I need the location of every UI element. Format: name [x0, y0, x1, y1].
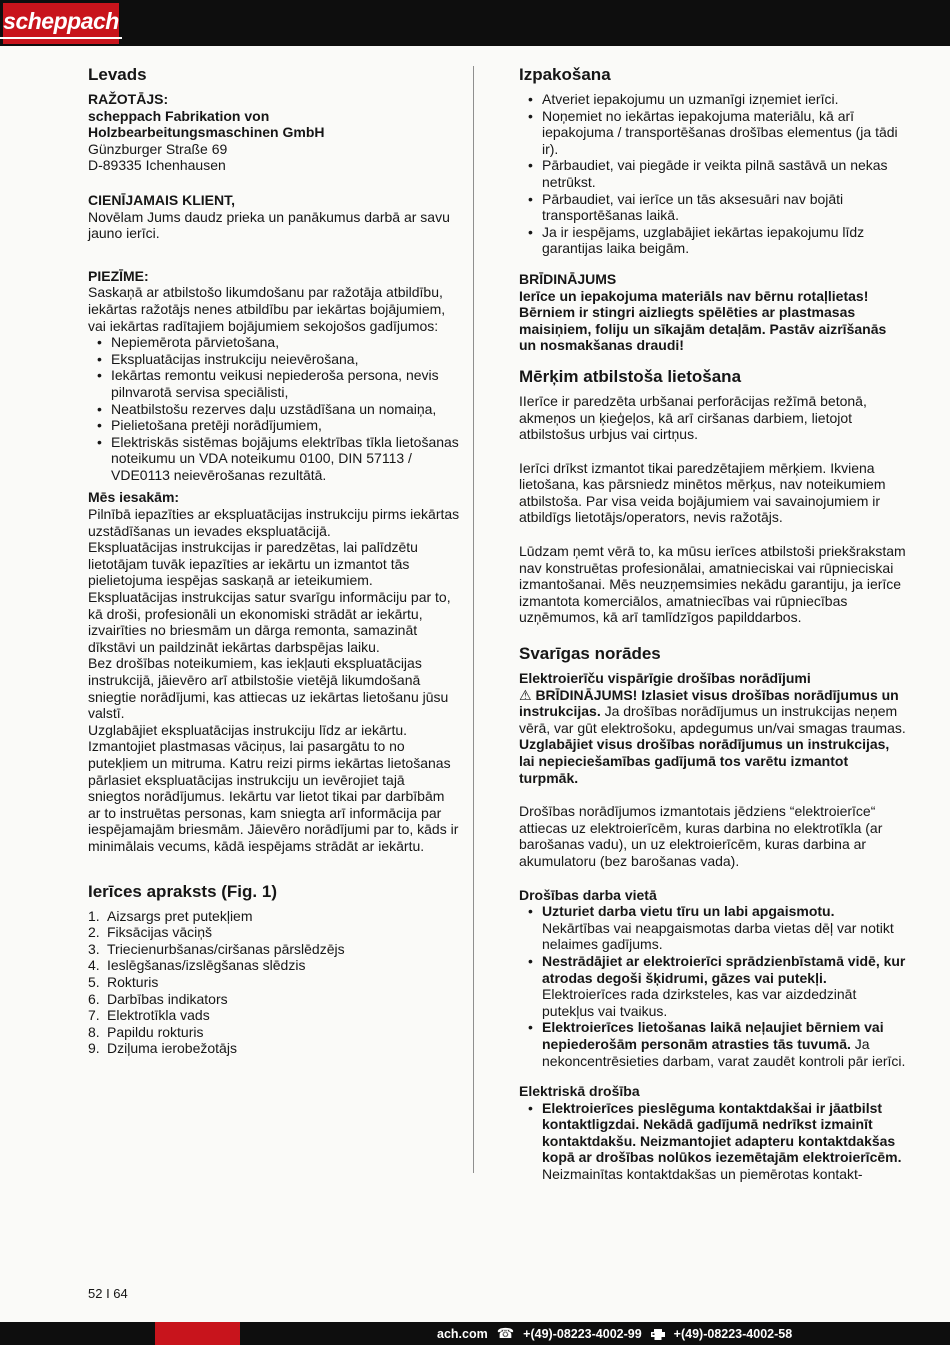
bullet-icon: • [528, 157, 533, 174]
list-item [88, 401, 460, 418]
text-run: Saskaņā ar atbilstošo likumdošanu par ražotāja atbildību, iekārtas ražotājs nenes atbildību par iekārtas bojājumiem, vai iekārtas radītajiem bojājumiem sekojošos gadījumos: [88, 284, 446, 334]
right-column [519, 64, 906, 1183]
list-item [88, 434, 460, 484]
item-number: 3. [88, 940, 100, 957]
bullet-icon: • [528, 107, 533, 124]
item-text: Triecienurbšanas/ciršanas pārslēdzējs [107, 940, 345, 957]
item-number: 8. [88, 1023, 100, 1040]
text-line: D-89335 Ichenhausen [88, 157, 226, 174]
list-item-text [542, 1019, 905, 1068]
text-run: Lūdzam ņemt vērā to, ka mūsu ierīces atbilstoši priekšrakstam nav konstruētas profesionālai, amatnieciskai vai rūpnieciskai izmantošanai. Mēs neuzņemsimies nekādu garantiju, ja ierīce izmantota komerciālos, amatniecības vai rūpniecības uzņēmumos, kā arī tamlīdzīgos papilddarbos. [519, 543, 906, 626]
bold-text: Uzglabājiet visus drošības norādījumus un instrukcijas, lai nepieciešamības gadījumā tos varētu izmantot turpmāk. [519, 736, 890, 786]
spacer [519, 443, 906, 460]
header-bar [0, 0, 950, 46]
item-number: 2. [88, 924, 100, 941]
text-run: Atveriet iepakojumu un uzmanīgi izņemiet ierīci. [542, 91, 839, 107]
text-line: Günzburger Straße 69 [88, 140, 228, 157]
item-number: 4. [88, 957, 100, 974]
item-text: Fiksācijas vāciņš [107, 924, 213, 941]
text-run: Nekārtības vai neapgaismotas darba vietas dēļ var notikt nelaimes gadījums. [542, 919, 894, 953]
bullet-list [519, 903, 906, 1069]
numbered-item [88, 1040, 460, 1057]
list-item-text [111, 417, 322, 433]
section-heading: Levads [88, 65, 147, 84]
item-number: 1. [88, 907, 100, 924]
text-run: Uzglabājiet ekspluatācijas instrukciju līdz ar iekārtu. Izmantojiet plastmasas vāciņus, lai pasargātu to no putekļiem un mitruma. Katru reizi pirms iekārtas lietošanas pārlasiet ekspluatācijas instrukciju un ievērojiet tajā sniegtos norādījumus. Iekārtu var lietot tikai par darbībām ar to instruētas personas, kam sniegta arī informācija par iespējamajām briesmām. Jāievēro norādījumi par to, kāds ir minimālais vecums, kādā iespējams strādāt ar iekārtu. [88, 721, 459, 854]
numbered-item [88, 924, 460, 941]
list-item [519, 1100, 906, 1183]
sub-heading: Elektriskā drošība [519, 1083, 640, 1100]
text-run: Ekspluatācijas instrukcijas ir paredzētas, lai palīdzētu lietotājam tuvāk iepazīties ar iekārtu un izmantot tās pielietojuma iespējas saskaņā ar ieteikumiem. [88, 539, 418, 589]
spacer [519, 786, 906, 803]
bullet-icon: • [528, 903, 533, 920]
paragraph [519, 543, 906, 626]
spacer [519, 354, 906, 366]
numbered-item [88, 908, 460, 925]
paragraph [519, 393, 906, 443]
list-item-text [111, 351, 358, 367]
paragraph [88, 589, 460, 655]
sub-heading: Elektroierīču vispārīgie drošības norādījumi [519, 670, 811, 687]
text-run: IIerīce ir paredzēta urbšanai perforācijas režīmā betonā, akmeņos un ķieģeļos, kā arī ciršanas darbiem, lietojot atbilstošus urbjus vai cirtņus. [519, 392, 867, 443]
spacer [519, 870, 906, 887]
paragraph [88, 284, 460, 334]
paragraph [88, 506, 460, 539]
footer-contact [437, 1322, 792, 1345]
bullet-icon: • [528, 91, 533, 107]
section-heading: Svarīgas norādes [519, 644, 661, 664]
list-item [519, 191, 906, 224]
list-item [519, 224, 906, 257]
sub-heading: CIENĪJAMAIS KLIENT, [88, 191, 236, 208]
list-item [519, 903, 906, 953]
item-number: 6. [88, 990, 100, 1007]
text-run: Ja nekoncentrēsieties darbam, varat zaudēt kontroli pār ierīci. [542, 1035, 906, 1069]
paragraph [519, 460, 906, 526]
spacer [88, 174, 460, 192]
sub-heading: RAŽOTĀJS: [88, 91, 169, 107]
bold-text: ⚠ BRĪDINĀJUMS! Izlasiet visus drošības norādījumus un instrukcijas. [519, 686, 899, 720]
paragraph [88, 539, 460, 589]
list-item [519, 1019, 906, 1069]
numbered-item [88, 1024, 460, 1041]
text-run: Pārbaudiet, vai piegāde ir veikta pilnā sastāvā un nekas netrūkst. [542, 157, 888, 190]
numbered-item [88, 974, 460, 991]
text-run: Neatbilstošu rezerves daļu uzstādīšana un nomaiņa, [111, 400, 437, 417]
footer-fax: +(49)-08223-4002-58 [673, 1326, 793, 1341]
text-run: Elektroierīces rada dzirksteles, kas var aizdedzināt putekļus vai tvaikus. [542, 986, 857, 1019]
bullet-icon: • [97, 334, 102, 351]
list-item-text [542, 157, 888, 190]
sub-heading: scheppach Fabrikation von [88, 107, 270, 124]
list-item [519, 157, 906, 190]
bullet-list [519, 1100, 906, 1183]
list-item-text [111, 434, 459, 483]
left-column [88, 64, 460, 1183]
phone-icon: ☎ [496, 1325, 515, 1341]
list-item [88, 334, 460, 351]
item-number: 7. [88, 1007, 100, 1024]
footer-bar [0, 1322, 950, 1345]
paragraph [519, 687, 906, 787]
bullet-icon: • [528, 223, 533, 240]
paragraph [88, 655, 460, 721]
text-run: Ja drošības norādījumus un instrukcijas neņem vērā, var gūt elektrošoku, apdegumus un/vai smagas traumas. [519, 703, 906, 736]
text-run: Ja ir iespējams, uzglabājiet iekārtas iepakojumu līdz garantijas laika beigām. [542, 223, 865, 257]
list-item-text [111, 401, 436, 417]
spacer [519, 626, 906, 643]
bullet-icon: • [97, 367, 102, 384]
list-item-text [542, 191, 843, 224]
bullet-icon: • [97, 400, 102, 417]
text-run: Pārbaudiet, vai ierīce un tās aksesuāri nav bojāti transportēšanas laikā. [542, 190, 844, 224]
bullet-icon: • [528, 190, 533, 207]
paragraph [519, 288, 906, 354]
spacer [88, 855, 460, 881]
sub-heading: Holzbearbeitungsmaschinen GmbH [88, 124, 325, 141]
bullet-list [88, 334, 460, 483]
list-item-text [111, 367, 439, 400]
bold-text: Ierīce un iepakojuma materiāls nav bērnu rotaļlietas! Bērniem ir stingri aizliegts spēlēties ar plastmasas maisiņiem, foliju un sīkajām detaļām. Pastāv aizrīšanās un nosmakšanas draudi! [519, 287, 887, 354]
bold-text: Elektroierīces pieslēguma kontaktdakšai ir jāatbilst kontaktligzdai. Nekādā gadījumā nedrīkst izmainīt kontaktdakšu. Neizmantojiet adapteru kontaktdakšas kopā ar drošības nolūkos iezemētajām elektroierīcēm. [542, 1099, 902, 1166]
numbered-item [88, 991, 460, 1008]
item-text: Aizsargs pret putekļiem [107, 907, 253, 924]
sub-heading: Drošības darba vietā [519, 886, 657, 903]
list-item [519, 108, 906, 158]
item-text: Papildu rokturis [107, 1023, 204, 1040]
footer-website: ach.com [437, 1326, 488, 1341]
numbered-item [88, 957, 460, 974]
text-run: Pielietošana pretēji norādījumiem, [111, 417, 322, 434]
column-divider [473, 66, 474, 1173]
list-item-text [542, 108, 898, 157]
spacer [88, 242, 460, 268]
text-run: Elektriskās sistēmas bojājums elektrības tīkla lietošanas noteikumu un VDA noteikumu 0100, DIN 57113 / VDE0113 neievērošanas rezultātā. [111, 433, 459, 483]
sub-heading: Mēs iesakām: [88, 489, 180, 506]
item-text: Dziļuma ierobežotājs [107, 1040, 237, 1057]
page-content [88, 64, 906, 1183]
numbered-item [88, 941, 460, 958]
section-heading: Mērķim atbilstoša lietošana [519, 366, 742, 386]
item-number: 9. [88, 1040, 100, 1057]
bullet-icon: • [528, 952, 533, 969]
numbered-item [88, 1007, 460, 1024]
spacer [519, 1069, 906, 1083]
logo-text: scheppach [0, 8, 122, 39]
text-run: Noņemiet no iekārtas iepakojuma materiālu, kā arī iepakojuma / transportēšanas drošības elementus (ja tādi ir). [542, 107, 898, 157]
text-run: Ierīci drīkst izmantot tikai paredzētajiem mērķiem. Ikviena lietošana, kas pārsniedz minētos mērķus, nav noteikumiem atbilstoša. Par visa veida bojājumiem vai savainojumiem ir atbildīgs lietotājs/operators, nevis ražotājs. [519, 459, 886, 526]
list-item [88, 417, 460, 434]
section-heading: Ierīces apraksts (Fig. 1) [88, 881, 277, 901]
list-item [88, 367, 460, 400]
text-run: Drošības norādījumos izmantotais jēdziens “elektroierīce“ attiecas uz elektroierīcēm, kuras darbina no elektrotīkla (ar barošanas vadu), un uz elektroierīcēm, kuras darbina ar akumulatoru (bez barošanas vada). [519, 803, 883, 869]
text-run: Iekārtas remontu veikusi nepiederoša persona, nevis pilnvarotā servisa speciālisti, [111, 367, 439, 400]
item-number: 5. [88, 973, 100, 990]
footer-red-block [155, 1322, 240, 1345]
bold-text: Elektroierīces lietošanas laikā neļaujiet bērniem vai nepiederošām personām atrasties tās tuvumā. [542, 1019, 884, 1052]
text-run: Pilnībā iepazīties ar ekspluatācijas instrukciju pirms iekārtas uzstādīšanas un ievades ekspluatācijā. [88, 506, 460, 539]
section-heading: Izpakošana [519, 65, 611, 84]
paragraph [519, 803, 906, 869]
text-run: Ekspluatācijas instrukcijas satur svarīgu informāciju par to, kā droši, profesionāli un ekonomiski strādāt ar iekārtu, izvairīties no briesmām un dārga remonta, samazināt dīkstāvi un paildzināt iekārtas darbspējas laiku. [88, 589, 451, 655]
list-item-text [542, 224, 864, 257]
bold-text: Uzturiet darba vietu tīru un labi apgaismotu. [542, 903, 835, 920]
bullet-icon: • [528, 1099, 533, 1116]
bullet-icon: • [97, 350, 102, 367]
bullet-icon: • [97, 433, 102, 450]
paragraph [88, 722, 460, 855]
text-run: Nepiemērota pārvietošana, [111, 334, 280, 351]
list-item-text [542, 953, 905, 1019]
item-text: Ieslēgšanas/izslēgšanas slēdzis [107, 957, 306, 974]
list-item-text [111, 334, 279, 350]
footer-phone: +(49)-08223-4002-99 [523, 1326, 642, 1341]
list-item [88, 351, 460, 368]
item-text: Rokturis [107, 973, 159, 990]
page-number: 52 I 64 [88, 1286, 128, 1301]
sub-heading: BRĪDINĀJUMS [519, 270, 617, 287]
bullet-list [519, 91, 906, 257]
numbered-list [88, 908, 460, 1057]
scheppach-logo [3, 3, 119, 44]
bold-text: Nestrādājiet ar elektroierīci sprādzienbīstamā vidē, kur atrodas degoši šķidrumi, gāzes vai putekļi. [542, 952, 906, 986]
list-item-text [542, 1100, 901, 1182]
bullet-icon: • [97, 417, 102, 434]
text-run: Ekspluatācijas instrukciju neievērošana, [111, 350, 359, 367]
text-run: Neizmainītas kontaktdakšas un piemērotas kontakt- [542, 1166, 863, 1183]
list-item-text [542, 91, 838, 107]
spacer [519, 257, 906, 271]
list-item-text [542, 903, 894, 952]
item-text: Darbības indikators [107, 990, 228, 1007]
list-item [519, 953, 906, 1019]
item-text: Elektrotīkla vads [107, 1007, 210, 1024]
paragraph [88, 209, 460, 242]
sub-heading: PIEZĪME: [88, 267, 149, 284]
spacer [519, 526, 906, 543]
text-run: Bez drošības noteikumiem, kas iekļauti ekspluatācijas instrukcijā, jāievēro arī atbilstošie vietējā likumdošanā sniegtie norādījumi, kas attiecas uz iekārtas lietošanu jūsu valstī. [88, 655, 449, 722]
fax-icon [651, 1328, 665, 1340]
text-run: Novēlam Jums daudz prieka un panākumus darbā ar savu jauno ierīci. [88, 208, 450, 242]
bullet-icon: • [528, 1019, 533, 1036]
list-item [519, 91, 906, 108]
